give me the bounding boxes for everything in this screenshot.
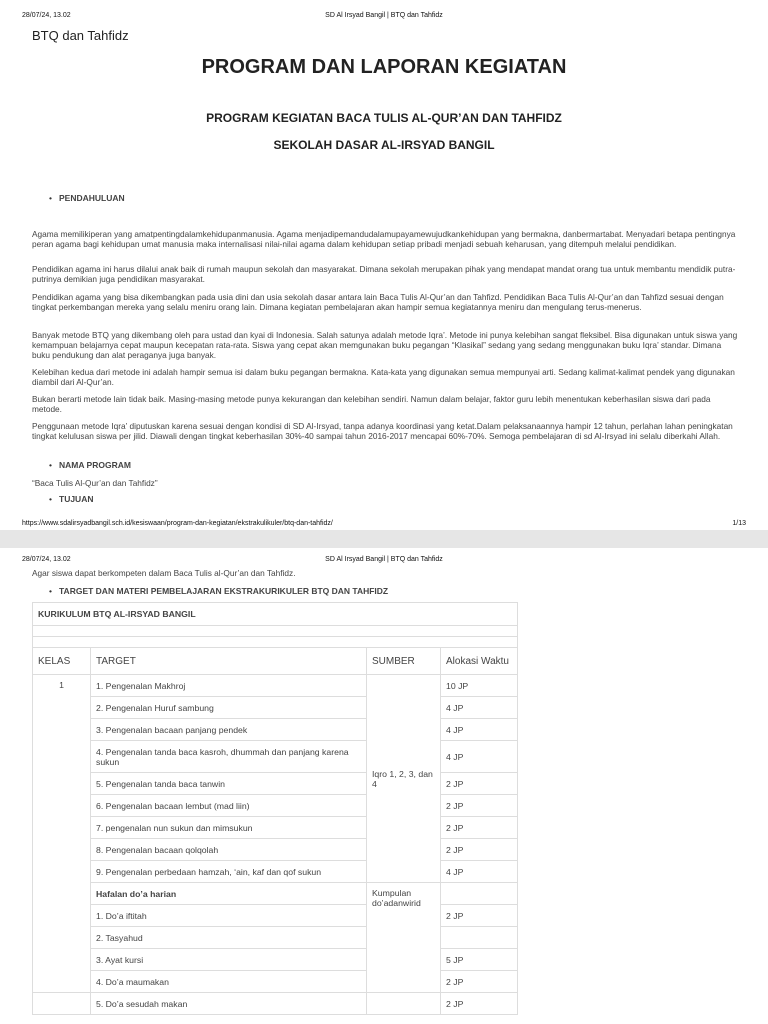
alokasi-cell: 2 JP	[441, 971, 518, 993]
target-cell: 4. Do’a maumakan	[91, 971, 367, 993]
table-row	[33, 817, 518, 839]
paragraph: Agama memilikiperan yang amatpentingdalamkehidupanmanusia. Agama menjadipemandudalamupayamewujudkankehidupan yang bermakna, danbermartabat. Menyadari betapa pentingnya peran agama bagi kehidupan umat manusia maka internalisasi nilai-nilai agama dalam kehidupan setiap pribadi menjadi sebuah keharusan, yang ditempuh melalui pendidikan.	[32, 229, 736, 249]
table-row	[33, 675, 518, 697]
table-caption: KURIKULUM BTQ AL-IRSYAD BANGIL	[33, 603, 518, 626]
target-cell: 7. pengenalan nun sukun dan mimsukun	[91, 817, 367, 839]
alokasi-cell: 4 JP	[441, 861, 518, 883]
table-row	[33, 905, 518, 927]
alokasi-cell: 2 JP	[441, 773, 518, 795]
table-row	[33, 861, 518, 883]
paragraph: Bukan berarti metode lain tidak baik. Masing-masing metode punya kekurangan dan kelebihan sendiri. Namun dalam belajar, faktor guru lebih menentukan keberhasilan siswa dari pada metode.	[32, 394, 711, 414]
kelas-cell	[33, 993, 91, 1015]
alokasi-cell: 2 JP	[441, 795, 518, 817]
section-heading-nama-program: • NAMA PROGRAM	[59, 460, 131, 470]
subtitle-program: PROGRAM KEGIATAN BACA TULIS AL-QUR’AN DAN TAHFIDZ	[206, 111, 562, 125]
table-row	[33, 949, 518, 971]
table-row	[33, 719, 518, 741]
print-date: 28/07/24, 13.02	[22, 12, 71, 19]
target-cell: 5. Do’a sesudah makan	[91, 993, 367, 1015]
paragraph: Pendidikan agama ini harus dilalui anak baik di rumah maupun sekolah dan masyarakat. Dimana sekolah merupakan pihak yang mendapat mandat orang tua untuk membantu mendidik putra-putrinya demikian juga pendidikan masyarakat.	[32, 264, 736, 284]
print-title: SD Al Irsyad Bangil | BTQ dan Tahfidz	[325, 556, 443, 563]
print-date: 28/07/24, 13.02	[22, 556, 71, 563]
target-cell: 2. Tasyahud	[91, 927, 367, 949]
table-row	[33, 773, 518, 795]
hafalan-label: Hafalan do’a harian	[91, 883, 367, 905]
section-heading-target: • TARGET DAN MATERI PEMBELAJARAN EKSTRAKURIKULER BTQ DAN TAHFIDZ	[59, 586, 388, 596]
curriculum-table	[32, 602, 518, 1015]
alokasi-cell	[441, 927, 518, 949]
table-row	[33, 883, 518, 905]
target-cell: 1. Pengenalan Makhroj	[91, 675, 367, 697]
alokasi-cell: 4 JP	[441, 741, 518, 773]
alokasi-cell: 2 JP	[441, 993, 518, 1015]
sumber-cell: Kumpulan do’adanwirid	[367, 883, 441, 993]
table-spacer	[33, 626, 518, 637]
target-cell: 5. Pengenalan tanda baca tanwin	[91, 773, 367, 795]
alokasi-cell: 2 JP	[441, 905, 518, 927]
program-name: “Baca Tulis Al-Qur’an dan Tahfidz”	[32, 478, 158, 488]
table-spacer	[33, 637, 518, 648]
alokasi-cell	[441, 883, 518, 905]
sumber-cell	[367, 993, 441, 1015]
table-row	[33, 971, 518, 993]
table-header-row	[33, 648, 518, 675]
print-title: SD Al Irsyad Bangil | BTQ dan Tahfidz	[325, 12, 443, 19]
footer-url[interactable]: https://www.sdalirsyadbangil.sch.id/kesiswaan/program-dan-kegiatan/ekstrakulikuler/btq-dan-tahfidz/	[22, 520, 333, 527]
header-kelas: KELAS	[33, 648, 91, 675]
paragraph: Penggunaan metode Iqra’ diputuskan karena sesuai dengan kondisi di SD Al-Irsyad, tanpa adanya koordinasi yang ketat.Dalam pelaksanaannya hampir 12 tahun, perlahan lahan peningkatan tingkat kelulusan siswa per jilid. Diawali dengan tingkat keberhasilan 30%-40 sampai tahun 2016-2017 mencapai 60%-70%. Semoga pembelajaran di sd Al-Irsyad ini selalu diberkahi Allah.	[32, 421, 733, 441]
tujuan-text: Agar siswa dapat berkompeten dalam Baca Tulis al-Qur’an dan Tahfidz.	[32, 568, 296, 578]
alokasi-cell: 2 JP	[441, 817, 518, 839]
paragraph: Kelebihan kedua dari metode ini adalah hampir semua isi dalam buku pegangan bermakna. Kata-kata yang digunakan semua mempunyai arti. Sedang kalimat-kalimat pendek yang digunakan diambil dari Al-Qur’an.	[32, 367, 735, 387]
table-row	[33, 839, 518, 861]
kelas-cell: 1	[33, 675, 91, 993]
target-cell: 1. Do’a iftitah	[91, 905, 367, 927]
target-cell: 3. Pengenalan bacaan panjang pendek	[91, 719, 367, 741]
sumber-cell: Iqro 1, 2, 3, dan 4	[367, 675, 441, 883]
table-row	[33, 993, 518, 1015]
page-title: PROGRAM DAN LAPORAN KEGIATAN	[201, 56, 567, 78]
target-cell: 3. Ayat kursi	[91, 949, 367, 971]
section-heading-pendahuluan: • PENDAHULUAN	[59, 193, 125, 203]
target-cell: 6. Pengenalan bacaan lembut (mad liin)	[91, 795, 367, 817]
alokasi-cell: 10 JP	[441, 675, 518, 697]
section-heading-tujuan: • TUJUAN	[59, 494, 93, 504]
header-alokasi: Alokasi Waktu	[441, 648, 518, 675]
page-separator	[0, 530, 768, 548]
table-row	[33, 741, 518, 773]
table-row	[33, 697, 518, 719]
alokasi-cell: 4 JP	[441, 697, 518, 719]
alokasi-cell: 4 JP	[441, 719, 518, 741]
paragraph: Banyak metode BTQ yang dikembang oleh para ustad dan kyai di Indonesia. Salah satunya adalah metode Iqra’. Metode ini punya kelebihan sangat fleksibel. Bisa digunakan untuk siswa yang kemampuan belajarnya cepat maupun kecepatan rata-rata. Siswa yang cepat akan memgunakan buku pegangan “Klasikal” sedang yang sedang menggunakan buku Iqra’ standar. Dimana buku pendukung dan alat peraganya juga banyak.	[32, 330, 738, 360]
pdf-page-2	[0, 548, 768, 1024]
alokasi-cell: 5 JP	[441, 949, 518, 971]
target-cell: 4. Pengenalan tanda baca kasroh, dhummah dan panjang karena sukun	[91, 741, 367, 773]
header-sumber: SUMBER	[367, 648, 441, 675]
target-cell: 8. Pengenalan bacaan qolqolah	[91, 839, 367, 861]
target-cell: 9. Pengenalan perbedaan hamzah, ‘ain, kaf dan qof sukun	[91, 861, 367, 883]
subtitle-school: SEKOLAH DASAR AL-IRSYAD BANGIL	[273, 138, 495, 152]
alokasi-cell: 2 JP	[441, 839, 518, 861]
header-target: TARGET	[91, 648, 367, 675]
target-cell: 2. Pengenalan Huruf sambung	[91, 697, 367, 719]
site-title: BTQ dan Tahfidz	[32, 28, 129, 43]
table-row	[33, 927, 518, 949]
paragraph: Pendidikan agama yang bisa dikembangkan pada usia dini dan usia sekolah dasar antara lain Baca Tulis Al-Qur’an dan Tahfizd. Pendidikan Baca Tulis Al-Qur’an dan Tahfizd sesuai dengan tingkat perkembangan mereka yang selalu meniru orang lain. Dimana kegiatan pembelajaran akan hampir semua kegiatannya meniru dan mengulang terus-menerus.	[32, 292, 724, 312]
page-number: 1/13	[732, 520, 746, 527]
table-row	[33, 795, 518, 817]
